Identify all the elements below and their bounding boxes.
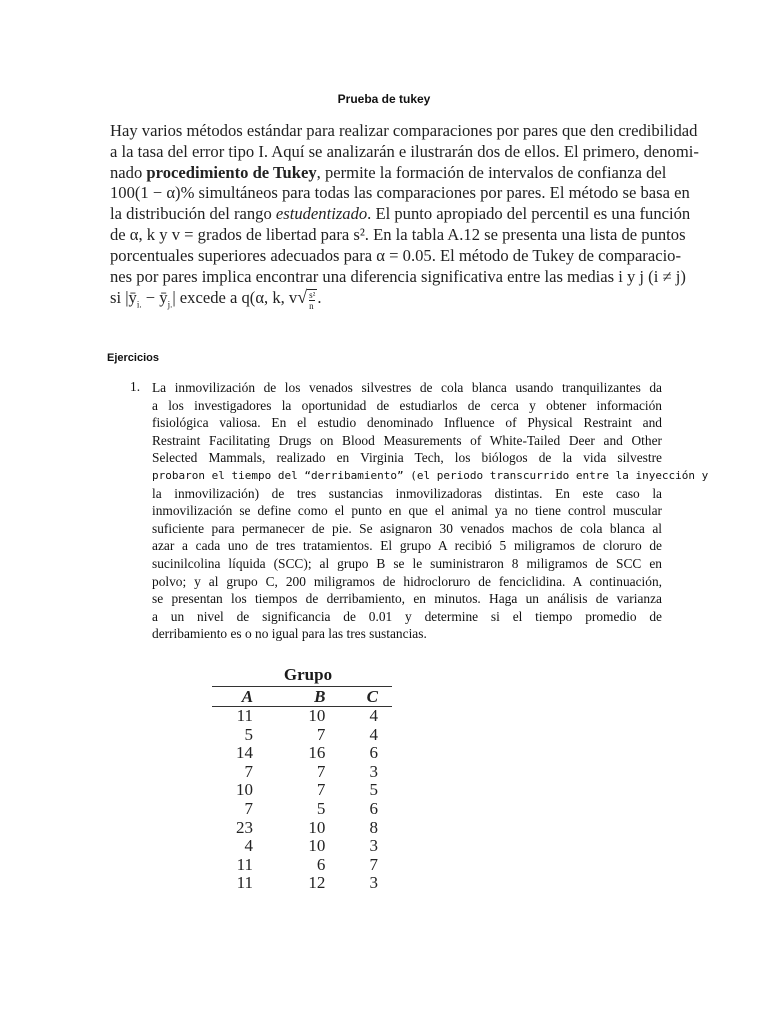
exercise-line: Selected Mammals, realizado en Virginia Tech, los biólogos de la vida silvestre <box>152 450 662 466</box>
intro-line: la distribución del rango estudentizado. El punto apropiado del percentil es una función <box>110 204 691 224</box>
cell-c: 8 <box>369 817 378 837</box>
exercise-line: fisiológica valiosa. En el estudio denominado Influence of Physical Restraint and <box>152 415 662 431</box>
intro-line: de α, k y v = grados de libertad para s². En la tabla A.12 se presenta una lista de puntos <box>110 224 686 244</box>
cell-b: 7 <box>316 761 326 781</box>
exercise-line: azar a cada uno de tres tratamientos. El grupo A recibió 5 miligramos de cloruro de <box>152 538 662 554</box>
intro-line: Hay varios métodos estándar para realizar comparaciones por pares que den credibilidad <box>110 121 698 140</box>
cell-c: 3 <box>369 873 378 893</box>
column-header-a: A <box>212 687 267 707</box>
cell-c: 3 <box>369 836 378 856</box>
cell-a: 7 <box>244 761 254 781</box>
section-heading: Ejercicios <box>107 352 159 364</box>
cell-b: 10 <box>308 836 326 856</box>
cell-b: 12 <box>308 873 326 893</box>
cell-c: 4 <box>369 724 378 744</box>
column-header-c: C <box>329 687 392 707</box>
exercise-line: probaron el tiempo del “derribamiento” (el periodo transcurrido entre la inyección y <box>152 468 709 482</box>
table-row <box>212 744 392 763</box>
cell-b: 16 <box>308 743 326 763</box>
intro-line: porcentuales superiores adecuados para α = 0.05. El método de Tukey de comparacio- <box>110 245 682 265</box>
cell-c: 4 <box>369 706 378 725</box>
intro-line: a la tasa del error tipo I. Aquí se analizarán e ilustrarán dos de ellos. El primero, denomi- <box>110 141 699 161</box>
table-header-row <box>212 687 392 707</box>
table-row <box>212 781 392 800</box>
column-header-b: B <box>267 687 329 707</box>
cell-b: 10 <box>308 817 326 837</box>
cell-a: 23 <box>236 817 254 837</box>
intro-line: nado procedimiento de Tukey, permite la formación de intervalos de confianza del <box>110 162 667 182</box>
data-table <box>212 686 392 893</box>
cell-a: 11 <box>236 873 254 893</box>
table-row <box>212 726 392 745</box>
intro-formula-line: si $|ȳ_{i.}$ − $ȳ_{j.}|$ excede a q(α, k, v√ $\frac{\text{s²}}{n}$ . <box>110 287 322 311</box>
cell-c: 5 <box>369 780 378 800</box>
cell-a: 11 <box>236 706 254 725</box>
table-row <box>212 837 392 856</box>
cell-a: 4 <box>244 836 254 856</box>
table-row <box>212 856 392 875</box>
table-row <box>212 800 392 819</box>
table-row <box>212 763 392 782</box>
cell-a: 5 <box>244 724 254 744</box>
cell-a: 11 <box>236 854 254 874</box>
table-row <box>212 819 392 838</box>
intro-line: 100(1 − α)% simultáneos para todas las comparaciones por pares. El método se basa en <box>110 183 690 203</box>
exercise-line: a un nivel de significancia de 0.01 y determine si el tiempo promedio de <box>152 608 662 624</box>
exercise-line: Restraint Facilitating Drugs on Blood Measurements of White-Tailed Deer and Other <box>152 432 662 448</box>
cell-a: 14 <box>236 743 254 763</box>
cell-c: 6 <box>369 743 378 763</box>
intro-line: nes por pares implica encontrar una diferencia significativa entre las medias i y j (i ≠ j) <box>110 266 686 286</box>
cell-b: 5 <box>316 798 326 818</box>
cell-b: 7 <box>316 780 326 800</box>
exercise-text <box>152 379 709 643</box>
table-caption: Grupo <box>283 665 333 684</box>
cell-c: 7 <box>369 854 378 874</box>
exercise-line: se presentan los tiempos de derribamiento, en minutos. Haga un análisis de varianza <box>152 591 662 607</box>
cell-b: 7 <box>316 724 326 744</box>
cell-c: 3 <box>369 761 378 781</box>
fraction: $\frac{\text{s²}}{n}$ <box>309 289 316 311</box>
exercise-line: a los investigadores la oportunidad de estudiarlos de cerca y obtener información <box>152 397 662 413</box>
cell-c: 6 <box>369 798 378 818</box>
intro-paragraph <box>110 121 699 315</box>
sqrt-symbol: √ <box>297 287 308 308</box>
exercise-number: 1. <box>130 379 141 394</box>
cell-b: 10 <box>308 706 326 725</box>
exercise-line: sucinilcolina líquida (SCC); al grupo B se le suministraron 8 miligramos de SCC en <box>152 555 662 571</box>
exercise-line: la inmovilización) de tres sustancias inmovilizadoras distintas. En este caso la <box>152 485 662 501</box>
cell-b: 6 <box>316 854 326 874</box>
exercise-line: La inmovilización de los venados silvestres de cola blanca usando tranquilizantes da <box>152 380 662 395</box>
exercise-line: inmovilización se define como el punto en que el animal ya no tiene control muscular <box>152 503 662 519</box>
data-table-container <box>212 664 392 893</box>
exercise-line: polvo; y al grupo C, 200 miligramos de hidrocloruro de fenciclidina. A continuación, <box>152 573 662 589</box>
tukey-term: procedimiento de Tukey <box>146 162 317 182</box>
cell-a: 7 <box>244 798 254 818</box>
exercise-line: derribamiento es o no igual para las tres sustancias. <box>152 626 427 642</box>
page-title: Prueba de tukey <box>337 92 431 106</box>
table-row <box>212 874 392 893</box>
table-row <box>212 707 392 726</box>
cell-a: 10 <box>236 780 254 800</box>
exercise-line: suficiente para permanecer de pie. Se asignaron 30 venados machos de cola blanca al <box>152 520 662 536</box>
